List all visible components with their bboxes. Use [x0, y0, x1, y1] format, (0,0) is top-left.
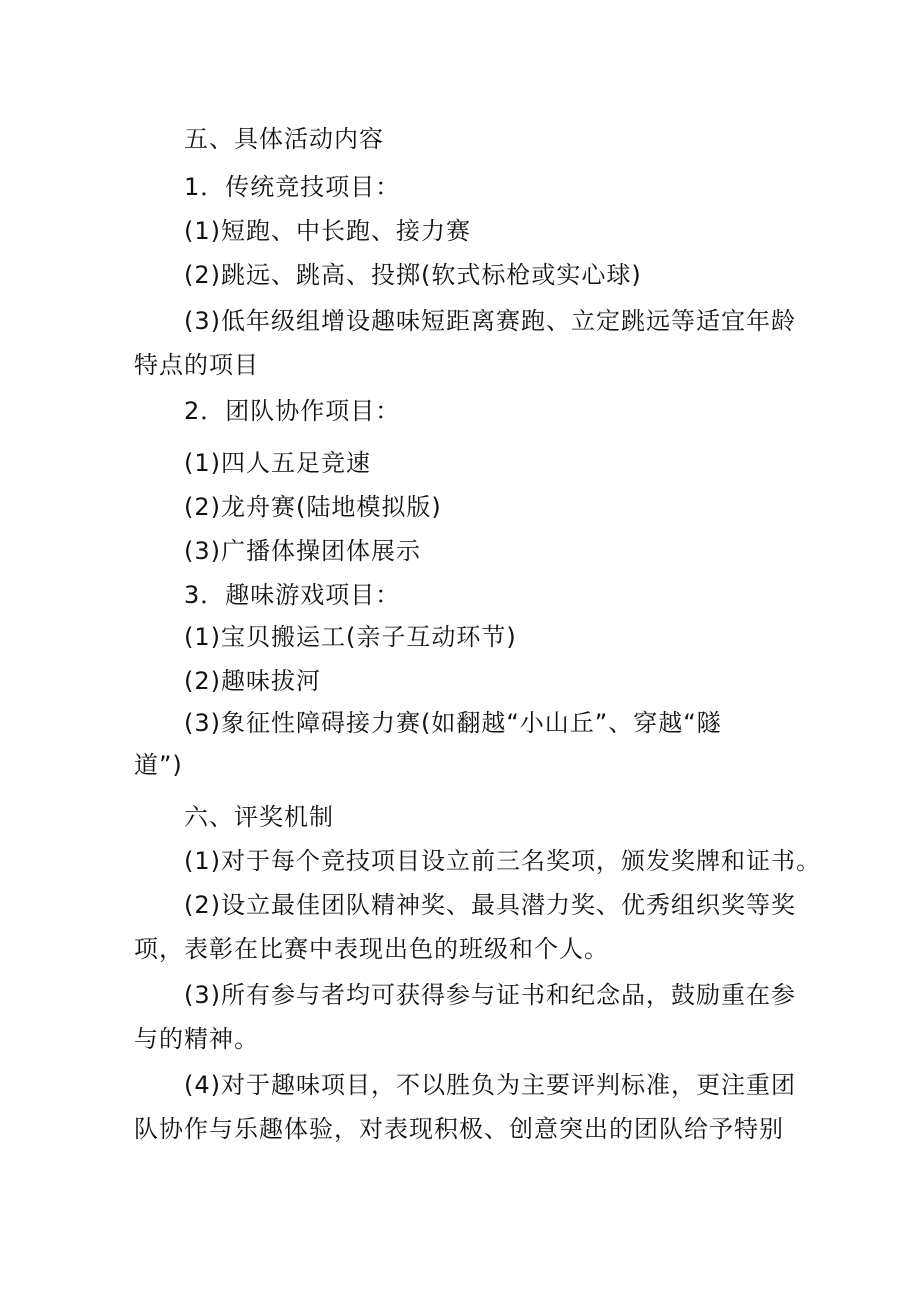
list-item: (2)跳远、跳高、投掷(软式标枪或实心球) — [184, 261, 642, 289]
paragraph-line: 与的精神。 — [134, 1025, 259, 1053]
list-item: (1)四人五足竞速 — [184, 449, 371, 477]
list-item: (2)趣味拔河 — [184, 667, 321, 695]
paragraph-line: (2)设立最佳团队精神奖、最具潜力奖、优秀组织奖等奖 — [184, 891, 796, 919]
list-item: (1)宝贝搬运工(亲子互动环节) — [184, 623, 517, 651]
subsection-title-teamwork: 2．团队协作项目： — [184, 397, 401, 425]
subsection-title-traditional: 1．传统竞技项目： — [184, 173, 401, 201]
list-item: (1)短跑、中长跑、接力赛 — [184, 217, 471, 245]
paragraph-line: (3)所有参与者均可获得参与证书和纪念品，鼓励重在参 — [184, 981, 796, 1009]
list-item-continuation: 道”) — [134, 751, 183, 779]
list-item-continuation: 特点的项目 — [134, 351, 259, 379]
list-item: (3)广播体操团体展示 — [184, 537, 421, 565]
list-item: (3)低年级组增设趣味短距离赛跑、立定跳远等适宜年龄 — [184, 307, 796, 335]
paragraph-line: (4)对于趣味项目，不以胜负为主要评判标准，更注重团 — [184, 1071, 796, 1099]
section-heading-activities: 五、具体活动内容 — [184, 125, 384, 153]
subsection-title-fun-games: 3．趣味游戏项目： — [184, 581, 401, 609]
paragraph-line: (1)对于每个竞技项目设立前三名奖项，颁发奖牌和证书。 — [184, 847, 821, 875]
section-heading-awards: 六、评奖机制 — [184, 803, 334, 831]
list-item: (3)象征性障碍接力赛(如翻越“小山丘”、穿越“隧 — [184, 709, 722, 737]
paragraph-line: 队协作与乐趣体验，对表现积极、创意突出的团队给予特别 — [134, 1115, 784, 1143]
paragraph-line: 项，表彰在比赛中表现出色的班级和个人。 — [134, 935, 609, 963]
list-item: (2)龙舟赛(陆地模拟版) — [184, 493, 442, 521]
